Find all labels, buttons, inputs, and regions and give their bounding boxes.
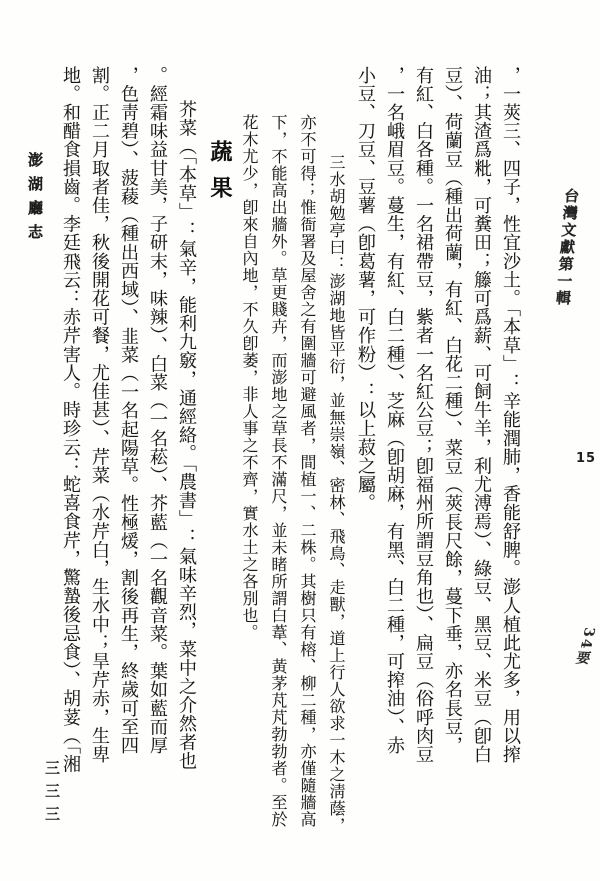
- page-number: 15: [576, 451, 597, 466]
- text-column: ，色靑碧）、菠薐（種出西域）、韭菜（一名起陽草。性極煖，割後再生，終歲可至四: [118, 66, 139, 755]
- text-column: ，一名峨眉豆。蔓生，有紅、白二種）、芝麻（卽胡麻，有黑、白二種，可搾油）、赤: [384, 66, 405, 755]
- folio-number-chinese: 三三三: [43, 760, 61, 829]
- book-title: 澎湖廳志: [26, 152, 44, 248]
- text-column: 豆）、荷蘭豆（種出荷蘭，有紅、白花二種）、菜豆（莢長尺餘，蔓下垂，亦名長豆，: [442, 66, 463, 755]
- section-heading: 蔬果: [207, 140, 233, 212]
- handwritten-note: 34要: [572, 626, 598, 667]
- text-column: ，一莢三、四子，性宜沙土。「本草」：辛能潤肺，香能舒脾。澎人植此尤多，用以搾: [500, 66, 521, 764]
- commentary-column: 亦不可得；惟衙署及屋舍之有圍牆可避風者，間植一、二株。其樹只有榕、柳二種，亦僅隨牆高: [298, 114, 317, 828]
- commentary-column: 花木尤少，卽來自內地，不久卽萎，非人事之不齊，實水土之各別也。: [240, 114, 259, 641]
- commentary-column: 三水胡勉亭曰：澎湖地皆平衍，並無崇嶺、密林、飛鳥、走獸，道上行人欲求一木之淸蔭，: [327, 154, 346, 834]
- text-column: 。經霜味益甘美，子研末，味辣）、白菜（一名菘）、芥藍（一名觀音菜。葉如藍而厚: [147, 66, 168, 755]
- text-column: 小豆、刀豆、豆薯（卽葛薯，可作粉）：以上菽之屬。: [355, 66, 376, 513]
- journal-title-stamp: 台灣文獻第一輯: [553, 187, 581, 308]
- vertical-text-block: [54, 66, 520, 866]
- text-column: 有紅、白各種。一名裙帶豆，紫者一名紅公豆；卽福州所謂豆角也）、扁豆（俗呼肉豆: [413, 66, 434, 764]
- text-column: 地。和醋食損齒。李廷飛云：赤芹害人。時珍云：蛇喜食芹，驚蟄後忌食）、胡荽（「湘: [60, 66, 81, 774]
- text-column: 油；其渣爲粃，可糞田；籐可爲薪、可飼牛羊，利尤溥焉）、綠豆、黑豆、米豆（卽白: [471, 66, 492, 764]
- text-column: 芥菜（「本草」：氣辛，能利九竅，通經絡。「農書」：氣味辛烈，菜中之介然者也: [176, 100, 197, 771]
- text-column: 割。正二月取者佳，秋後開花可餐，尤佳甚）、芹菜（水芹白，生水中；旱芹赤，生卑: [89, 66, 110, 764]
- commentary-column: 下，不能高出牆外。草更賤卉，而澎地之草長不滿尺，並未睹所謂白葦、黃茅芃芃勃勃者。至於: [269, 114, 288, 828]
